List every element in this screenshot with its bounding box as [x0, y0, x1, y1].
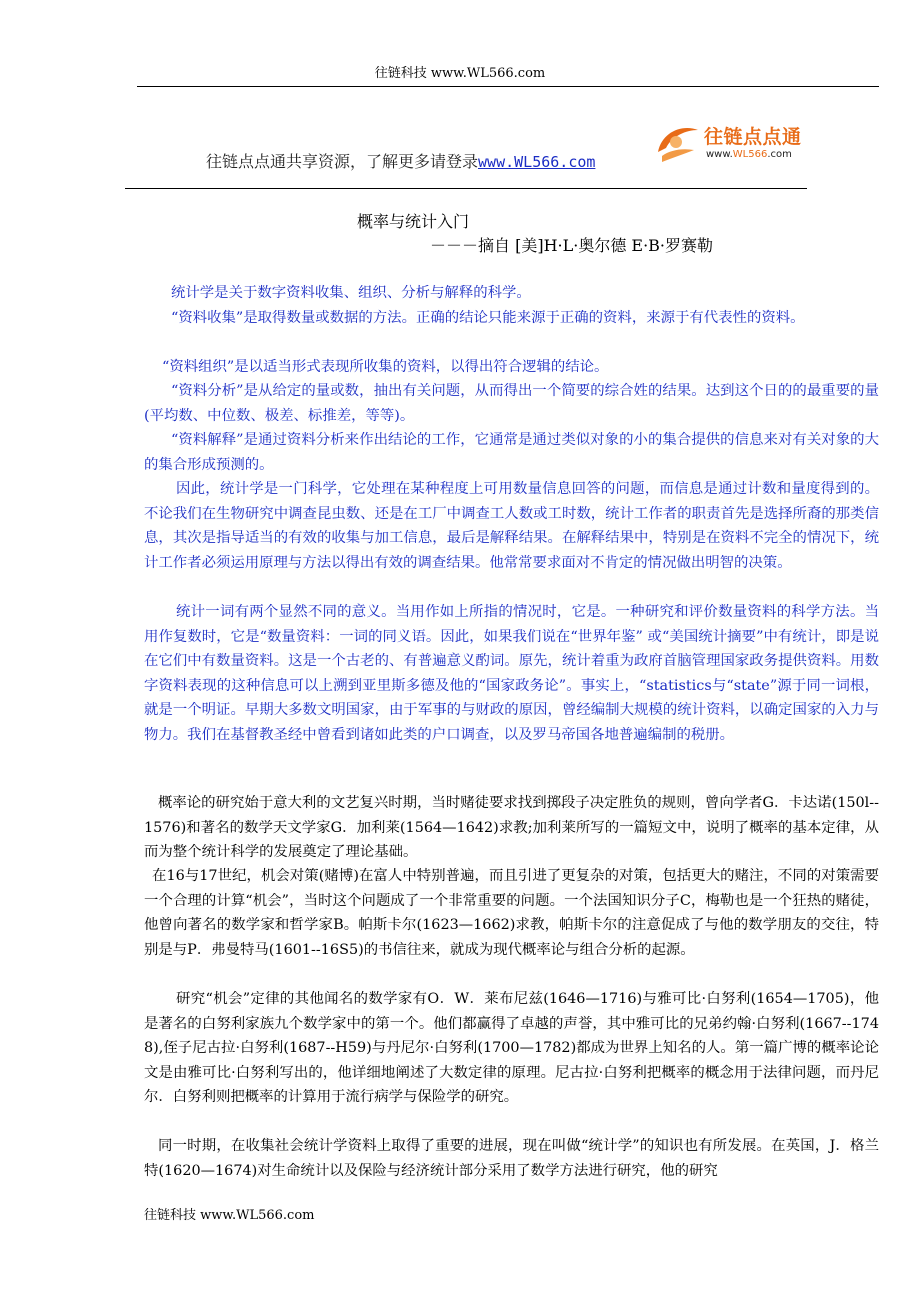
- paragraph: 在16与17世纪，机会对策(赌博)在富人中特别普遍，而且引进了更复杂的对策，包括更大的赌注，不同的对策需要一个合理的计算“机会”，当时这个问题成了一个非常重要的问题。一个法国知识分子C，梅勒也是一个狂热的赌徒，他曾向著名的数学家和哲学家B。帕斯卡尔(1623—1662)求教，帕斯卡尔的注意促成了与他的数学朋友的交往，特别是与P．弗曼特马(1601--16S5)的书信往来，就成为现代概率论与组合分析的起源。: [144, 868, 879, 958]
- paragraph: 统计一词有两个显然不同的意义。当用作如上所指的情况时，它是。一种研究和评价数量资料的科学方法。当用作复数时，它是“数量资料：一词的同义语。因此，如果我们说在“世界年鉴” 或“美国统计摘要”中有统计，即是说在它们中有数量资料。这是一个古老的、有普遍意义酌词。原先，统计着重为政府首脑管理国家政务提供资料。用数字资料表现的这种信息可以上溯到亚里斯多德及他的“国家政务论”。事实上，“statistics与“state”源于同一词根，就是一个明证。早期大多数文明国家，由于军事的与财政的原因，曾经编制大规模的统计资料，以确定国家的入力与物力。我们在基督教圣经中曾看到诸如此类的户口调查，以及罗马帝国各地普遍编制的税册。: [144, 604, 879, 743]
- paragraph: “资料组织”是以适当形式表现所收集的资料，以得出符合逻辑的结论。: [162, 359, 609, 375]
- paragraph: 同一时期，在收集社会统计学资料上取得了重要的进展，现在叫做“统计学”的知识也有所发展。在英国，J．格兰特(1620—1674)对生命统计以及保险与经济统计部分采用了数学方法进行研究，他的研究: [144, 1138, 879, 1179]
- paragraph: “资料收集”是取得数量或数据的方法。正确的结论只能来源于正确的资料，来源于有代表性的资料。: [171, 310, 805, 326]
- logo-url-accent: WL566: [732, 149, 768, 160]
- logo-swoosh-icon: [652, 122, 702, 166]
- banner-text: 往链点点通共享资源，了解更多请登录: [206, 152, 479, 171]
- page-header: 往链科技 www.WL566.com: [374, 66, 546, 81]
- brand-logo: [652, 122, 812, 168]
- paragraph: “资料分析”是从给定的量或数，抽出有关问题，从而得出一个简要的综合姓的结果。达到这个日的的最重要的量(平均数、中位数、极差、标推差，等等)。: [144, 383, 879, 424]
- logo-brand-name: 往链点点通: [704, 126, 802, 148]
- document-byline: －－－摘自 [美]H·L·奥尔德 E·B·罗赛勒: [430, 236, 714, 255]
- header-rule: [137, 86, 879, 87]
- paragraph: 统计学是关于数字资料收集、组织、分析与解释的科学。: [171, 285, 531, 301]
- paragraph: 概率论的研究始于意大利的文艺复兴时期，当时赌徒要求找到掷段子决定胜负的规则，曾向学者G．卡达诺(150l--1576)和著名的数学天文学家G．加利莱(1564—1642)求教;加利莱所写的一篇短文中，说明了概率的基本定律，从而为整个统计科学的发展奠定了理论基础。: [144, 795, 879, 861]
- logo-url-suffix: .com: [767, 149, 792, 160]
- page-footer: 往链科技 www.WL566.com: [144, 1208, 315, 1223]
- banner-rule: [125, 188, 807, 189]
- banner-link[interactable]: www.WL566.com: [478, 153, 596, 171]
- share-banner: [206, 152, 595, 172]
- paragraph: 研究“机会”定律的其他闻名的数学家有O．W．莱布尼兹(1646—1716)与雅可比·白努利(1654—1705)，他是著名的白努利家族九个数学家中的第一个。他们都赢得了卓越的声誉，其中雅可比的兄弟约翰·白努利(1667--1748),侄子尼古拉·白努利(1687--H59)与丹尼尔·白努利(1700—1782)都成为世界上知名的人。第一篇广博的概率论论文是由雅可比·白努利写出的，他详细地阐述了大数定律的原理。尼古拉·白努利把概率的概念用于法律问题，而丹尼尔．白努利则把概率的计算用于流行病学与保险学的研究。: [144, 991, 879, 1106]
- paragraph: “资料解释”是通过资料分析来作出结论的工作，它通常是通过类似对象的小的集合提供的信息来对有关对象的大的集合形成预测的。: [144, 432, 879, 473]
- logo-url-prefix: www.: [706, 149, 733, 160]
- logo-url: [706, 149, 792, 160]
- document-title: 概率与统计入门: [357, 212, 470, 231]
- paragraph: 因此，统计学是一门科学，它处理在某种程度上可用数量信息回答的问题，而信息是通过计数和量度得到的。不论我们在生物研究中调查昆虫数、还是在工厂中调查工人数或工时数，统计工作者的职责首先是选择所裔的那类信息，其次是指导适当的有效的收集与加工信息，最后是解释结果。在解释结果中，特别是在资料不完全的情况下，统计工作者必须运用原理与方法以得出有效的调查结果。他常常要求面对不肯定的情况做出明智的决策。: [144, 481, 879, 571]
